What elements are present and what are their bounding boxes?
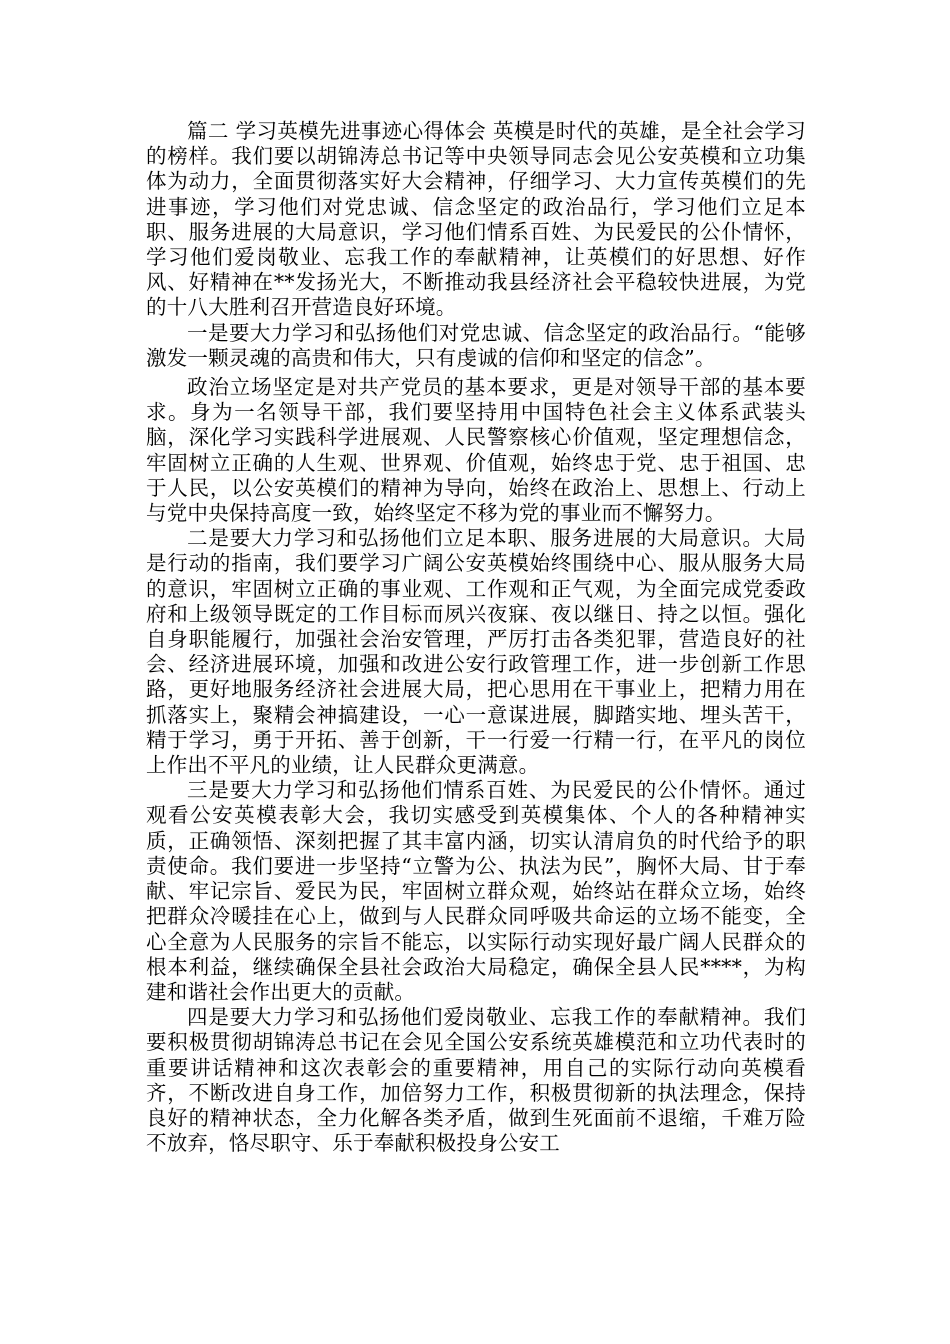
paragraph-point-two: 二是要大力学习和弘扬他们立足本职、服务进展的大局意识。大局是行动的指南，我们要学习广阔公安英模始终围绕中心、服从服务大局的意识，牢固树立正确的事业观、工作观和正气观，为全面完成党委政府和上级领导既定的工作目标而夙兴夜寐、夜以继日、持之以恒。强化自身职能履行，加强社会治安管理，严厉打击各类犯罪，营造良好的社会、经济进展环境，加强和改进公安行政管理工作，进一步创新工作思路，更好地服务经济社会进展大局，把心思用在干事业上，把精力用在抓落实上，聚精会神搞建设，一心一意谋进展，脚踏实地、埋头苦干，精于学习，勇于开拓、善于创新，干一行爱一行精一行，在平凡的岗位上作出不平凡的业绩，让人民群众更满意。 xyxy=(146,526,806,778)
paragraph-intro: 篇二 学习英模先进事迹心得体会 英模是时代的英雄，是全社会学习的榜样。我们要以胡锦涛总书记等中央领导同志会见公安英模和立功集体为动力，全面贯彻落实好大会精神，仔细学习、大力宣传英模们的先进事迹，学习他们对党忠诚、信念坚定的政治品行，学习他们立足本职、服务进展的大局意识，学习他们情系百姓、为民爱民的公仆情怀，学习他们爱岗敬业、忘我工作的奉献精神，让英模们的好思想、好作风、好精神在**发扬光大，不断推动我县经济社会平稳较快进展，为党的十八大胜利召开营造良好环境。 xyxy=(146,119,806,320)
paragraph-point-three: 三是要大力学习和弘扬他们情系百姓、为民爱民的公仆情怀。通过观看公安英模表彰大会，我切实感受到英模集体、个人的各种精神实质，正确领悟、深刻把握了其丰富内涵，切实认清肩负的时代给予的职责使命。我们要进一步坚持“立警为公、执法为民”，胸怀大局、甘于奉献、牢记宗旨、爱民为民，牢固树立群众观，始终站在群众立场，始终把群众冷暖挂在心上，做到与人民群众同呼吸共命运的立场不能变，全心全意为人民服务的宗旨不能忘，以实际行动实现好最广阔人民群众的根本利益，继续确保全县社会政治大局稳定，确保全县人民****，为构建和谐社会作出更大的贡献。 xyxy=(146,778,806,1004)
paragraph-point-one: 一是要大力学习和弘扬他们对党忠诚、信念坚定的政治品行。“能够激发一颗灵魂的高贵和伟大，只有虔诚的信仰和坚定的信念”。 xyxy=(146,320,806,370)
paragraph-political-stance: 政治立场坚定是对共产党员的基本要求，更是对领导干部的基本要求。身为一名领导干部，我们要坚持用中国特色社会主义体系武装头脑，深化学习实践科学进展观、人民警察核心价值观，坚定理想信念，牢固树立正确的人生观、世界观、价值观，始终忠于党、忠于祖国、忠于人民，以公安英模们的精神为导向，始终在政治上、思想上、行动上与党中央保持高度一致，始终坚定不移为党的事业而不懈努力。 xyxy=(146,375,806,526)
paragraph-point-four: 四是要大力学习和弘扬他们爱岗敬业、忘我工作的奉献精神。我们要积极贯彻胡锦涛总书记在会见全国公安系统英雄模范和立功代表时的重要讲话精神和这次表彰会的重要精神，用自己的实际行动向英模看齐，不断改进自身工作，加倍努力工作，积极贯彻新的执法理念，保持良好的精神状态，全力化解各类矛盾，做到生死面前不退缩，千难万险不放弃，恪尽职守、乐于奉献积极投身公安工 xyxy=(146,1005,806,1156)
document-body xyxy=(146,119,806,1156)
